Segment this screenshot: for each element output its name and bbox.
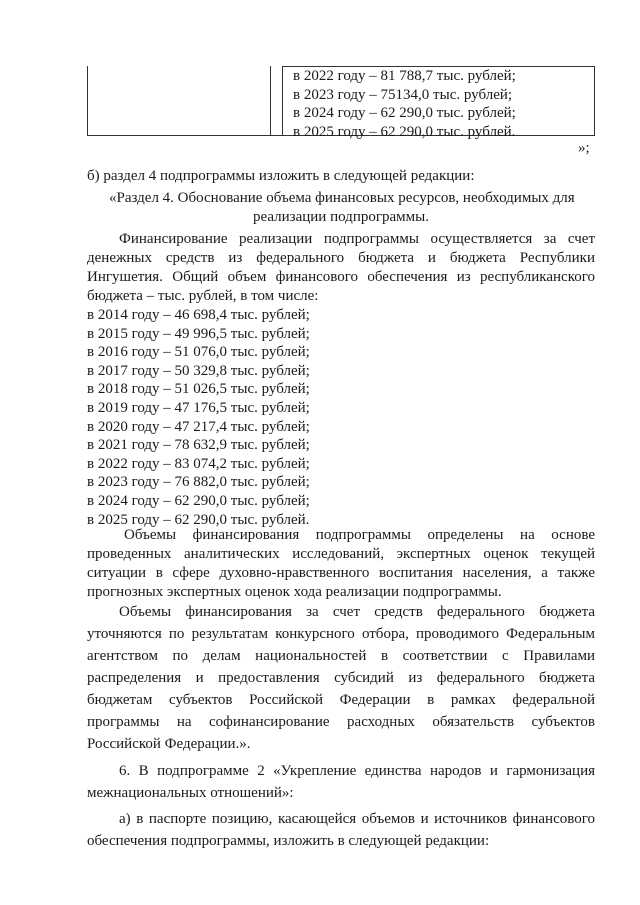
paragraph-line: уточняются по результатам конкурсного отбора, проводимого Федеральным [87,626,595,642]
item-a-line: обеспечения подпрограммы, изложить в следующей редакции: [87,833,490,849]
table-value-cell [293,67,593,141]
year-item: в 2023 году – 76 882,0 тыс. рублей; [87,474,310,491]
year-item: в 2022 году – 83 074,2 тыс. рублей; [87,455,310,472]
table-divider [270,66,271,135]
paragraph-line: Российской Федерации.». [87,736,251,752]
paragraph-line: агентством по делам национальностей в соответствии с Правилами [87,648,595,664]
year-item: в 2019 году – 47 176,5 тыс. рублей; [87,399,310,416]
table-divider [282,66,283,135]
year-item: в 2020 году – 47 217,4 тыс. рублей; [87,418,310,435]
year-item: в 2014 году – 46 698,4 тыс. рублей; [87,307,310,323]
paragraph-line: проведенных аналитических исследований, экспертных оценок текущей [87,546,595,562]
paragraph-line: бюджета – тыс. рублей, в том числе: [87,288,319,304]
table-line: в 2024 году – 62 290,0 тыс. рублей; [293,105,516,122]
paragraph-line: ситуации в сфере духовно-нравственного воспитания населения, а также [87,565,595,581]
year-item: в 2018 году – 51 026,5 тыс. рублей; [87,381,310,398]
table-line: в 2023 году – 75134,0 тыс. рублей; [293,86,513,103]
passport-table-fragment [87,66,595,140]
paragraph-line: прогнозных экспертных оценок хода реализации подпрограммы. [87,584,502,600]
paragraph-line: бюджетам субъектов Российской Федерации в рамках федеральной [87,692,595,708]
paragraph-line: программы на софинансирование расходных обязательств субъектов [87,714,595,730]
paragraph-line: распределения и предоставления субсидий из федерального бюджета [87,670,595,686]
year-item: в 2017 году – 50 329,8 тыс. рублей; [87,362,310,379]
year-item: в 2021 году – 78 632,9 тыс. рублей; [87,437,310,454]
table-line: в 2025 году – 62 290,0 тыс. рублей. [293,123,516,140]
year-item: в 2024 году – 62 290,0 тыс. рублей; [87,492,310,509]
item-6-line: 6. В подпрограмме 2 «Укрепление единства народов и гармонизация [119,763,595,779]
paragraph-line: Объемы финансирования подпрограммы определены на основе [124,527,595,543]
section-title-line: «Раздел 4. Обоснование объема финансовых ресурсов, необходимых для [109,190,575,206]
year-item: в 2016 году – 51 076,0 тыс. рублей; [87,344,310,361]
item-6-line: межнациональных отношений»: [87,785,294,801]
paragraph-line: денежных средств из федерального бюджета и бюджета Республики [87,250,595,266]
year-list [87,306,310,529]
item-b: б) раздел 4 подпрограммы изложить в следующей редакции: [87,168,475,184]
year-item: в 2015 году – 49 996,5 тыс. рублей; [87,325,310,342]
closing-quote: »; [578,140,590,156]
section-title-line: реализации подпрограммы. [253,209,429,225]
year-item: в 2025 году – 62 290,0 тыс. рублей. [87,511,310,528]
table-line: в 2022 году – 81 788,7 тыс. рублей; [293,68,516,84]
paragraph-line: Финансирование реализации подпрограммы осуществляется за счет [119,231,595,247]
paragraph-line: Ингушетия. Общий объем финансового обеспечения из республиканского [87,269,595,285]
paragraph-line: Объемы финансирования за счет средств федерального бюджета [119,604,595,620]
item-a-line: а) в паспорте позицию, касающейся объемов и источников финансового [119,811,595,827]
